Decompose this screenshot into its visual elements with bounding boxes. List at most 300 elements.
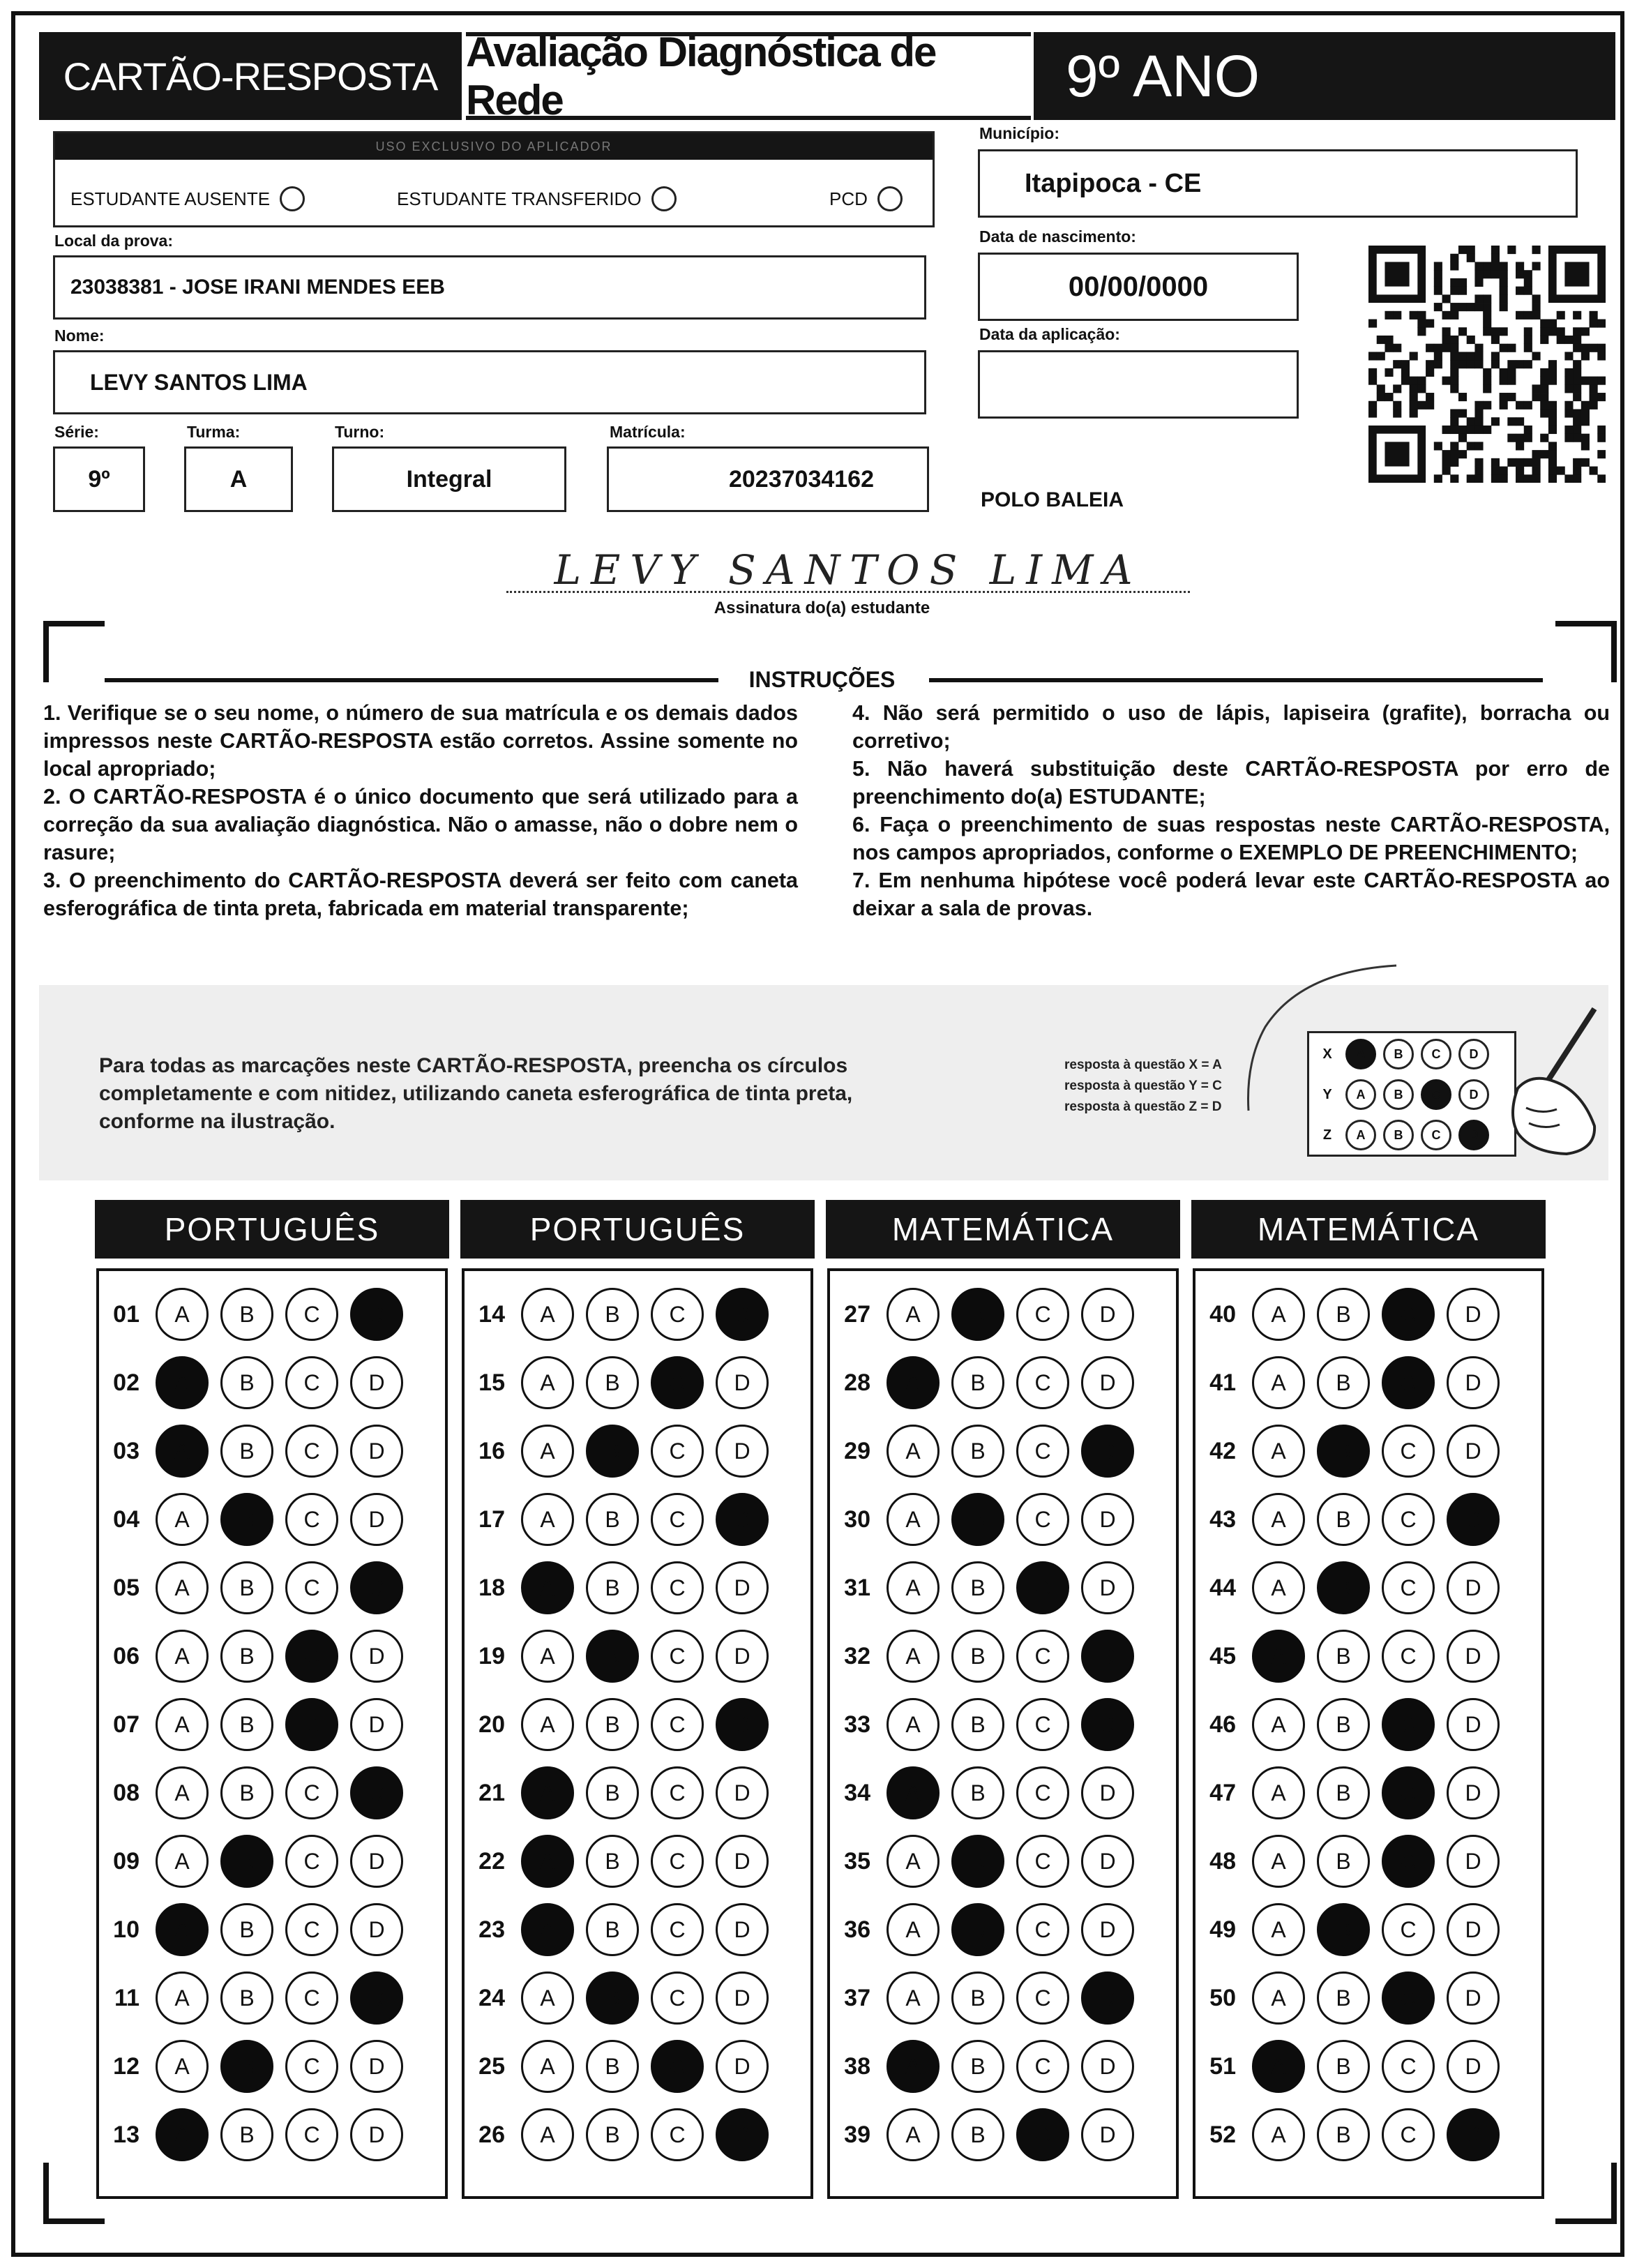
- question-row: [99, 2038, 403, 2094]
- turno-value: Integral: [406, 465, 492, 493]
- answer-bubble-d[interactable]: D: [350, 1903, 403, 1956]
- instruction-item: 7. Em nenhuma hipótese você poderá levar este CARTÃO-RESPOSTA ao deixar a sala de provas.: [852, 869, 1610, 920]
- answer-bubble-d[interactable]: D: [1081, 1425, 1134, 1478]
- answer-bubble-c[interactable]: C: [1016, 1698, 1069, 1751]
- answer-bubble-d[interactable]: D: [1447, 1630, 1500, 1683]
- transferred-option[interactable]: [397, 186, 677, 211]
- answer-bubble-d[interactable]: D: [350, 2108, 403, 2161]
- answer-bubble-d[interactable]: D: [1447, 1561, 1500, 1614]
- answer-bubble-c[interactable]: C: [285, 1903, 338, 1956]
- answer-bubble-c[interactable]: C: [651, 1766, 704, 1819]
- answer-bubble-d[interactable]: D: [716, 1630, 769, 1683]
- question-row: [99, 1970, 403, 2026]
- answer-bubble-b[interactable]: B: [951, 1630, 1004, 1683]
- answer-bubble-a[interactable]: A: [1252, 1425, 1305, 1478]
- answer-bubble-a[interactable]: A: [521, 1288, 574, 1341]
- answer-bubble-b[interactable]: B: [1317, 2108, 1370, 2161]
- answer-bubble-c[interactable]: C: [651, 2108, 704, 2161]
- answer-bubble-d[interactable]: D: [350, 1356, 403, 1409]
- answer-bubble-c[interactable]: C: [651, 1356, 704, 1409]
- answer-bubble-b[interactable]: B: [1317, 1288, 1370, 1341]
- answer-bubble-b[interactable]: B: [220, 1698, 273, 1751]
- answer-bubble-a[interactable]: A: [1252, 1972, 1305, 2025]
- answer-bubble-a[interactable]: A: [156, 1425, 209, 1478]
- local-value: 23038381 - JOSE IRANI MENDES EEB: [70, 276, 445, 299]
- answer-bubble-c[interactable]: C: [285, 2108, 338, 2161]
- answer-bubble-c[interactable]: C: [1016, 1835, 1069, 1888]
- answer-bubble-d[interactable]: D: [1447, 1493, 1500, 1546]
- question-number: 14: [478, 1300, 505, 1328]
- answer-bubble-a[interactable]: A: [521, 1356, 574, 1409]
- answer-bubble-a[interactable]: A: [887, 2108, 940, 2161]
- answer-bubble-d[interactable]: D: [1447, 1288, 1500, 1341]
- question-number: 22: [478, 1847, 505, 1875]
- answer-bubble-c[interactable]: C: [651, 1972, 704, 2025]
- question-number: 45: [1209, 1642, 1236, 1669]
- answer-bubble-b[interactable]: B: [1317, 1425, 1370, 1478]
- answer-bubble-b[interactable]: B: [586, 1493, 639, 1546]
- answer-bubble-a[interactable]: A: [521, 2108, 574, 2161]
- answer-bubble-d[interactable]: D: [1447, 2040, 1500, 2093]
- question-row: [465, 1902, 769, 1958]
- answer-bubble-c[interactable]: C: [1382, 1972, 1435, 2025]
- answer-bubble-b[interactable]: B: [586, 1903, 639, 1956]
- answer-bubble-c[interactable]: C: [1382, 1425, 1435, 1478]
- answer-bubble-c[interactable]: C: [1016, 1356, 1069, 1409]
- answer-bubble-b[interactable]: B: [220, 1356, 273, 1409]
- answer-bubble-c[interactable]: C: [285, 1835, 338, 1888]
- answer-bubble-c[interactable]: C: [285, 1630, 338, 1683]
- answer-bubble-a[interactable]: A: [887, 1835, 940, 1888]
- question-number: 35: [844, 1847, 870, 1875]
- answer-bubble-a[interactable]: A: [156, 1766, 209, 1819]
- answer-bubble-b[interactable]: B: [220, 1493, 273, 1546]
- answer-bubble-b[interactable]: B: [1317, 1766, 1370, 1819]
- answer-bubble-c[interactable]: C: [1016, 1425, 1069, 1478]
- answer-bubble-a[interactable]: A: [521, 1425, 574, 1478]
- answer-bubble-b[interactable]: B: [586, 1698, 639, 1751]
- answer-bubble-a[interactable]: A: [156, 1288, 209, 1341]
- municipio-label: Município:: [979, 124, 1059, 142]
- answer-bubble-c[interactable]: C: [651, 1630, 704, 1683]
- question-number: 21: [478, 1779, 505, 1806]
- answer-bubble-d[interactable]: D: [1447, 1835, 1500, 1888]
- answer-bubble-c[interactable]: C: [651, 2040, 704, 2093]
- answer-bubble-b[interactable]: B: [586, 1288, 639, 1341]
- answer-bubble-d[interactable]: D: [1447, 1766, 1500, 1819]
- answer-bubble-b[interactable]: B: [586, 1835, 639, 1888]
- answer-bubble-b[interactable]: B: [586, 1972, 639, 2025]
- answer-bubble-a[interactable]: A: [156, 1493, 209, 1546]
- answer-bubble-d[interactable]: D: [1081, 1561, 1134, 1614]
- answer-bubble-c[interactable]: C: [651, 1425, 704, 1478]
- answer-bubble-c[interactable]: C: [285, 1288, 338, 1341]
- answer-bubble-a[interactable]: A: [521, 1493, 574, 1546]
- question-number: 11: [114, 1984, 139, 2011]
- answer-bubble-d[interactable]: D: [716, 2040, 769, 2093]
- answer-bubble-a[interactable]: A: [156, 1356, 209, 1409]
- answer-bubble-c[interactable]: C: [651, 1698, 704, 1751]
- answer-bubble-c[interactable]: C: [1382, 1698, 1435, 1751]
- answer-bubble-a[interactable]: A: [887, 1288, 940, 1341]
- answer-bubble-c[interactable]: C: [1016, 1972, 1069, 2025]
- answer-bubble-a[interactable]: A: [1252, 1835, 1305, 1888]
- answer-bubble-c[interactable]: C: [1016, 1561, 1069, 1614]
- answer-bubble-c[interactable]: C: [1382, 1766, 1435, 1819]
- transferred-label: ESTUDANTE TRANSFERIDO: [397, 188, 642, 209]
- question-number: 41: [1209, 1369, 1236, 1396]
- answer-bubble-d[interactable]: D: [716, 2108, 769, 2161]
- answer-bubble-b[interactable]: B: [586, 2040, 639, 2093]
- answer-bubble-d[interactable]: D: [716, 1425, 769, 1478]
- answer-bubble-a[interactable]: A: [156, 2108, 209, 2161]
- answer-bubble-b[interactable]: B: [586, 1561, 639, 1614]
- answer-bubble-c[interactable]: C: [1382, 1561, 1435, 1614]
- answer-bubble-a[interactable]: A: [156, 1630, 209, 1683]
- answer-bubble-b[interactable]: B: [220, 1835, 273, 1888]
- answer-bubble-b[interactable]: B: [1317, 1630, 1370, 1683]
- answer-bubble-d[interactable]: D: [350, 1425, 403, 1478]
- matricula-field: [607, 446, 929, 512]
- example-bubble: C: [1421, 1079, 1451, 1110]
- answer-bubble-c[interactable]: C: [285, 2040, 338, 2093]
- instructions-left: [43, 699, 798, 922]
- answer-bubble-c[interactable]: C: [651, 1903, 704, 1956]
- answer-bubble-d[interactable]: D: [1447, 1356, 1500, 1409]
- answer-bubble-b[interactable]: B: [951, 1561, 1004, 1614]
- question-number: 42: [1209, 1437, 1236, 1464]
- answer-bubble-a[interactable]: A: [1252, 1561, 1305, 1614]
- answer-bubble-b[interactable]: B: [220, 1288, 273, 1341]
- answer-bubble-a[interactable]: A: [887, 1698, 940, 1751]
- answer-bubble-a[interactable]: A: [1252, 1766, 1305, 1819]
- answer-bubble-c[interactable]: C: [1016, 1903, 1069, 1956]
- subject-header: MATEMÁTICA: [1191, 1200, 1546, 1259]
- answer-bubble-a[interactable]: A: [887, 1972, 940, 2025]
- answer-bubble-b[interactable]: B: [951, 1766, 1004, 1819]
- answer-bubble-c[interactable]: C: [1016, 2108, 1069, 2161]
- answer-bubble-b[interactable]: B: [220, 2040, 273, 2093]
- question-row: [1195, 1355, 1500, 1411]
- answer-bubble-c[interactable]: C: [1016, 1630, 1069, 1683]
- absent-label: ESTUDANTE AUSENTE: [70, 188, 271, 209]
- aplicacao-label: Data da aplicação:: [979, 325, 1120, 343]
- example-bubble: C: [1421, 1039, 1451, 1069]
- answer-bubble-d[interactable]: D: [1447, 1972, 1500, 2025]
- answer-bubble-b[interactable]: B: [1317, 2040, 1370, 2093]
- question-row: [465, 1970, 769, 2026]
- answer-bubble-c[interactable]: C: [1016, 2040, 1069, 2093]
- polo-text: POLO BALEIA: [981, 488, 1124, 511]
- answer-bubble-c[interactable]: C: [285, 1698, 338, 1751]
- pcd-circle[interactable]: [877, 186, 903, 211]
- absent-circle[interactable]: [280, 186, 305, 211]
- answer-bubble-d[interactable]: D: [350, 2040, 403, 2093]
- answer-bubble-a[interactable]: A: [887, 1766, 940, 1819]
- pcd-label: PCD: [829, 188, 868, 209]
- answer-bubble-b[interactable]: B: [220, 2108, 273, 2161]
- nascimento-value: 00/00/0000: [1068, 271, 1209, 302]
- answer-bubble-a[interactable]: A: [887, 1425, 940, 1478]
- answer-bubble-a[interactable]: A: [1252, 1288, 1305, 1341]
- instruction-item: 1. Verifique se o seu nome, o número de sua matrícula e os demais dados impressos neste CARTÃO-RESPOSTA estão corretos. Assine somente no local apropriado;: [43, 701, 798, 781]
- answer-bubble-c[interactable]: C: [285, 1425, 338, 1478]
- question-number: 04: [113, 1505, 139, 1533]
- answer-bubble-d[interactable]: D: [1081, 1766, 1134, 1819]
- answer-bubble-d[interactable]: D: [350, 1630, 403, 1683]
- question-row: [99, 1560, 403, 1616]
- answer-bubble-b[interactable]: B: [1317, 1903, 1370, 1956]
- answer-bubble-b[interactable]: B: [1317, 1972, 1370, 2025]
- subject-header: MATEMÁTICA: [826, 1200, 1180, 1259]
- answer-bubble-b[interactable]: B: [951, 1493, 1004, 1546]
- answer-bubble-d[interactable]: D: [1081, 1972, 1134, 2025]
- answer-bubble-c[interactable]: C: [1016, 1288, 1069, 1341]
- answer-bubble-d[interactable]: D: [350, 1835, 403, 1888]
- question-number: 23: [478, 1916, 505, 1943]
- question-row: [1195, 1286, 1500, 1342]
- answer-bubble-a[interactable]: A: [156, 2040, 209, 2093]
- instruction-item: 4. Não será permitido o uso de lápis, lapiseira (grafite), borracha ou corretivo;: [852, 701, 1610, 753]
- answer-bubble-b[interactable]: B: [220, 1903, 273, 1956]
- grade-title: 9º ANO: [1034, 32, 1615, 120]
- answer-bubble-a[interactable]: A: [521, 1630, 574, 1683]
- question-row: [465, 1833, 769, 1889]
- question-row: [465, 1355, 769, 1411]
- answer-bubble-d[interactable]: D: [716, 1561, 769, 1614]
- answer-bubble-c[interactable]: C: [1382, 1630, 1435, 1683]
- question-row: [99, 1492, 403, 1547]
- answer-panel: [827, 1268, 1179, 2199]
- answer-bubble-a[interactable]: A: [521, 1766, 574, 1819]
- answer-bubble-b[interactable]: B: [951, 1972, 1004, 2025]
- question-number: 16: [478, 1437, 505, 1464]
- answer-bubble-b[interactable]: B: [586, 1630, 639, 1683]
- turma-label: Turma:: [187, 423, 241, 441]
- answer-bubble-d[interactable]: D: [350, 1561, 403, 1614]
- answer-bubble-a[interactable]: A: [1252, 1698, 1305, 1751]
- answer-bubble-a[interactable]: A: [156, 1698, 209, 1751]
- answer-bubble-d[interactable]: D: [350, 1288, 403, 1341]
- question-number: 09: [113, 1847, 139, 1875]
- question-number: 32: [844, 1642, 870, 1669]
- question-number: 03: [113, 1437, 139, 1464]
- answer-bubble-c[interactable]: C: [285, 1766, 338, 1819]
- answer-bubble-b[interactable]: B: [586, 1766, 639, 1819]
- example-text: Para todas as marcações neste CARTÃO-RESPOSTA, preencha os círculos completamente e com nitidez, utilizando caneta esferográfica de tinta preta, conforme na ilustração.: [99, 1054, 853, 1133]
- question-number: 40: [1209, 1300, 1236, 1328]
- answer-bubble-c[interactable]: C: [1382, 1493, 1435, 1546]
- question-row: [1195, 1902, 1500, 1958]
- answer-bubble-a[interactable]: A: [521, 1698, 574, 1751]
- answer-bubble-c[interactable]: C: [1382, 2040, 1435, 2093]
- answer-bubble-a[interactable]: A: [1252, 2040, 1305, 2093]
- answer-bubble-d[interactable]: D: [716, 1835, 769, 1888]
- answer-bubble-d[interactable]: D: [1081, 1835, 1134, 1888]
- answer-bubble-c[interactable]: C: [651, 1561, 704, 1614]
- answer-bubble-b[interactable]: B: [951, 2108, 1004, 2161]
- answer-bubble-c[interactable]: C: [1382, 1903, 1435, 1956]
- answer-bubble-c[interactable]: C: [285, 1356, 338, 1409]
- question-number: 46: [1209, 1711, 1236, 1738]
- answer-bubble-a[interactable]: A: [521, 1972, 574, 2025]
- question-number: 27: [844, 1300, 870, 1328]
- pcd-option[interactable]: [829, 186, 903, 211]
- answer-sheet: [11, 11, 1624, 2257]
- answer-bubble-b[interactable]: B: [586, 1356, 639, 1409]
- answer-bubble-d[interactable]: D: [1447, 1425, 1500, 1478]
- instruction-item: 6. Faça o preenchimento de suas respostas neste CARTÃO-RESPOSTA, nos campos apropriados, conforme o EXEMPLO DE PREENCHIMENTO;: [852, 813, 1610, 864]
- example-bubble: C: [1421, 1120, 1451, 1150]
- matricula-value: 20237034162: [728, 465, 874, 493]
- evaluation-title: Avaliação Diagnóstica de Rede: [466, 32, 1031, 120]
- question-number: 52: [1209, 2121, 1236, 2148]
- question-number: 06: [113, 1642, 139, 1669]
- answer-bubble-a[interactable]: A: [521, 2040, 574, 2093]
- answer-bubble-c[interactable]: C: [651, 1835, 704, 1888]
- answer-bubble-b[interactable]: B: [1317, 1698, 1370, 1751]
- answer-bubble-d[interactable]: D: [716, 1698, 769, 1751]
- answer-bubble-b[interactable]: B: [220, 1972, 273, 2025]
- answer-bubble-b[interactable]: B: [951, 1698, 1004, 1751]
- answer-bubble-c[interactable]: C: [1016, 1493, 1069, 1546]
- answer-bubble-d[interactable]: D: [350, 1698, 403, 1751]
- question-number: 43: [1209, 1505, 1236, 1533]
- answer-bubble-a[interactable]: A: [1252, 1630, 1305, 1683]
- answer-bubble-d[interactable]: D: [1081, 1698, 1134, 1751]
- aplicacao-field[interactable]: [978, 350, 1299, 419]
- answer-bubble-b[interactable]: B: [220, 1630, 273, 1683]
- answer-bubble-b[interactable]: B: [951, 1425, 1004, 1478]
- answer-bubble-a[interactable]: A: [156, 1561, 209, 1614]
- transferred-circle[interactable]: [651, 186, 677, 211]
- answer-bubble-d[interactable]: D: [716, 1972, 769, 2025]
- answer-bubble-d[interactable]: D: [716, 1493, 769, 1546]
- answer-bubble-a[interactable]: A: [887, 2040, 940, 2093]
- answer-bubble-d[interactable]: D: [1081, 1288, 1134, 1341]
- answer-bubble-a[interactable]: A: [887, 1493, 940, 1546]
- answer-bubble-a[interactable]: A: [521, 1561, 574, 1614]
- answer-bubble-d[interactable]: D: [716, 1356, 769, 1409]
- question-row: [830, 1423, 1134, 1479]
- answer-bubble-c[interactable]: C: [1382, 1835, 1435, 1888]
- answer-bubble-b[interactable]: B: [951, 1903, 1004, 1956]
- answer-bubble-b[interactable]: B: [220, 1425, 273, 1478]
- answer-bubble-b[interactable]: B: [220, 1766, 273, 1819]
- question-number: 30: [844, 1505, 870, 1533]
- question-row: [99, 1355, 403, 1411]
- answer-bubble-a[interactable]: A: [887, 1356, 940, 1409]
- answer-bubble-d[interactable]: D: [350, 1493, 403, 1546]
- question-row: [1195, 1765, 1500, 1821]
- question-number: 17: [478, 1505, 505, 1533]
- answer-bubble-a[interactable]: A: [887, 1630, 940, 1683]
- answer-bubble-d[interactable]: D: [1081, 1493, 1134, 1546]
- answer-bubble-a[interactable]: A: [1252, 1356, 1305, 1409]
- example-bubble: D: [1458, 1039, 1489, 1069]
- answer-bubble-d[interactable]: D: [716, 1288, 769, 1341]
- question-number: 08: [113, 1779, 139, 1806]
- question-number: 34: [844, 1779, 870, 1806]
- question-row: [830, 1765, 1134, 1821]
- answer-bubble-c[interactable]: C: [285, 1972, 338, 2025]
- answer-bubble-d[interactable]: D: [1447, 1698, 1500, 1751]
- answer-bubble-d[interactable]: D: [1447, 1903, 1500, 1956]
- question-row: [99, 1423, 403, 1479]
- answer-bubble-b[interactable]: B: [1317, 1493, 1370, 1546]
- question-number: 49: [1209, 1916, 1236, 1943]
- answer-bubble-c[interactable]: C: [651, 1288, 704, 1341]
- answer-bubble-d[interactable]: D: [350, 1766, 403, 1819]
- answer-bubble-b[interactable]: B: [951, 1356, 1004, 1409]
- answer-bubble-d[interactable]: D: [1081, 2108, 1134, 2161]
- arrow-icon: [1218, 950, 1406, 1118]
- answer-bubble-b[interactable]: B: [951, 1835, 1004, 1888]
- answer-bubble-c[interactable]: C: [1382, 1356, 1435, 1409]
- question-number: 07: [113, 1711, 139, 1738]
- answer-bubble-b[interactable]: B: [1317, 1561, 1370, 1614]
- answer-bubble-c[interactable]: C: [1382, 2108, 1435, 2161]
- answer-bubble-b[interactable]: B: [1317, 1356, 1370, 1409]
- qr-code-icon: [1368, 246, 1606, 483]
- answer-bubble-a[interactable]: A: [156, 1903, 209, 1956]
- answer-bubble-a[interactable]: A: [887, 1903, 940, 1956]
- municipio-field: [978, 149, 1578, 218]
- answer-panel: [96, 1268, 448, 2199]
- answer-bubble-c[interactable]: C: [285, 1493, 338, 1546]
- question-row: [1195, 1697, 1500, 1752]
- answer-bubble-d[interactable]: D: [1447, 2108, 1500, 2161]
- answer-bubble-a[interactable]: A: [1252, 1903, 1305, 1956]
- answer-bubble-b[interactable]: B: [951, 1288, 1004, 1341]
- answer-bubble-a[interactable]: A: [1252, 1493, 1305, 1546]
- answer-bubble-d[interactable]: D: [1081, 1903, 1134, 1956]
- answer-bubble-c[interactable]: C: [651, 1493, 704, 1546]
- answer-bubble-d[interactable]: D: [716, 1903, 769, 1956]
- answer-bubble-d[interactable]: D: [350, 1972, 403, 2025]
- answer-bubble-d[interactable]: D: [1081, 1356, 1134, 1409]
- question-number: 24: [478, 1984, 505, 2011]
- question-number: 48: [1209, 1847, 1236, 1875]
- question-row: [99, 1697, 403, 1752]
- answer-bubble-d[interactable]: D: [716, 1766, 769, 1819]
- answer-bubble-b[interactable]: B: [586, 1425, 639, 1478]
- local-label: Local da prova:: [54, 232, 173, 250]
- answer-bubble-c[interactable]: C: [1382, 1288, 1435, 1341]
- answer-bubble-d[interactable]: D: [1081, 1630, 1134, 1683]
- question-number: 10: [113, 1916, 139, 1943]
- example-bubble: A: [1345, 1079, 1376, 1110]
- answer-bubble-c[interactable]: C: [1016, 1766, 1069, 1819]
- answer-bubble-b[interactable]: B: [951, 2040, 1004, 2093]
- example-bubble: D: [1458, 1079, 1489, 1110]
- answer-bubble-b[interactable]: B: [220, 1561, 273, 1614]
- answer-bubble-c[interactable]: C: [285, 1561, 338, 1614]
- answer-bubble-b[interactable]: B: [1317, 1835, 1370, 1888]
- answer-bubble-a[interactable]: A: [521, 1835, 574, 1888]
- answer-bubble-b[interactable]: B: [586, 2108, 639, 2161]
- answer-bubble-d[interactable]: D: [1081, 2040, 1134, 2093]
- answer-bubble-a[interactable]: A: [887, 1561, 940, 1614]
- answer-bubble-a[interactable]: A: [156, 1972, 209, 2025]
- question-row: [465, 1286, 769, 1342]
- question-row: [465, 1765, 769, 1821]
- question-row: [830, 1355, 1134, 1411]
- absent-option[interactable]: [70, 186, 305, 211]
- answer-bubble-a[interactable]: A: [1252, 2108, 1305, 2161]
- answer-bubble-a[interactable]: A: [521, 1903, 574, 1956]
- answer-bubble-a[interactable]: A: [156, 1835, 209, 1888]
